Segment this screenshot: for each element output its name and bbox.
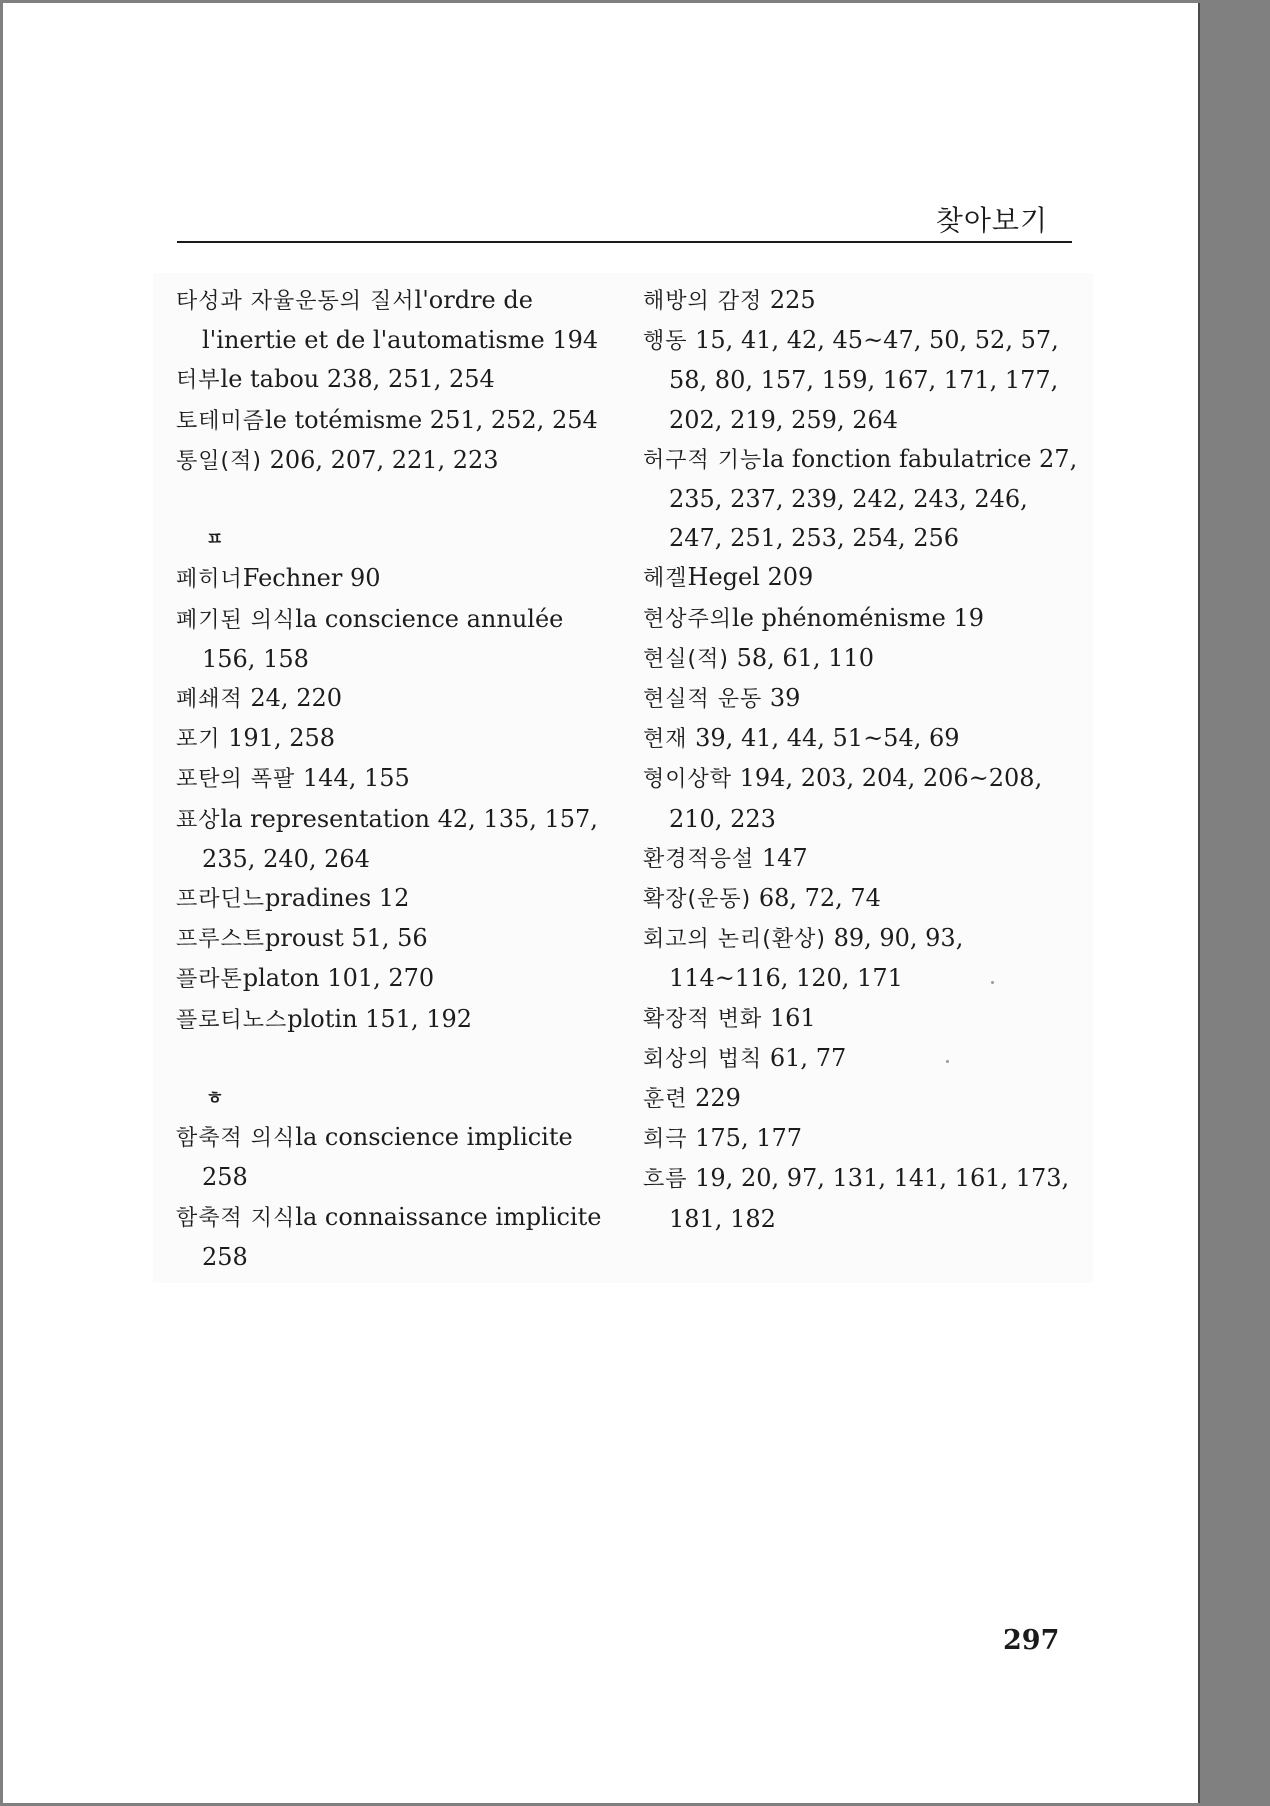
scan-speck [991,981,994,984]
index-entry: 프루스트proust 51, 56 [176,924,428,953]
index-entry: 해방의 감정 225 [643,286,816,314]
index-entry: 페히너Fechner 90 [176,564,381,593]
index-entry: 포탄의 폭팔 144, 155 [176,764,410,793]
index-entry: 통일(적) 206, 207, 221, 223 [176,445,499,474]
index-entry: 현실(적) 58, 61, 110 [643,643,874,672]
index-entry: 타성과 자율운동의 질서l'ordre de l'inertie et de l'automatisme 194 [176,286,599,355]
section-letter-h: ㅎ [206,1088,224,1110]
index-entry: 허구적 기능la fonction fabulatrice 27, 235, 237, 239, 242, 243, 246, 247, 251, 253, 254, 256 [643,444,1078,553]
index-column-right [643,281,1083,1239]
index-entry: 현재 39, 41, 44, 51~54, 69 [643,724,960,753]
index-entry: 흐름 19, 20, 97, 131, 141, 161, 173, 181, 182 [643,1164,1070,1233]
scan-speck [946,1060,949,1063]
index-entry: 현실적 운동 39 [643,684,801,713]
index-entry: 환경적응설 147 [643,843,808,872]
index-entry: 형이상학 194, 203, 204, 206~208, 210, 223 [643,764,1043,833]
index-entry: 플로티노스plotin 151, 192 [176,1004,473,1033]
running-title: 찾아보기 [935,204,1048,237]
index-entry: 프라딘느pradines 12 [176,884,410,913]
index-entry: 현상주의le phénoménisme 19 [643,603,984,632]
header-rule [177,241,1072,243]
index-entry: 희극 175, 177 [643,1124,803,1153]
index-entry: 행동 15, 41, 42, 45~47, 50, 52, 57, 58, 80, 157, 159, 167, 171, 177, 202, 219, 259, 264 [643,326,1059,434]
index-entry: 폐기된 의식la conscience annulée 156, 158 [176,604,564,673]
index-entry: 헤겔Hegel 209 [643,563,814,592]
index-entry: 훈련 229 [643,1084,741,1113]
index-entry: 확장(운동) 68, 72, 74 [643,884,881,913]
book-page [3,3,1200,1803]
index-entry: 함축적 지식la connaissance implicite 258 [176,1202,602,1271]
section-letter-p: ㅍ [206,529,224,551]
index-column-left [176,281,616,1277]
page-number: 297 [1003,1625,1060,1656]
index-entry: 확장적 변화 161 [643,1003,816,1032]
index-entry: 토테미즘le totémisme 251, 252, 254 [176,405,598,434]
index-entry: 회상의 법칙 61, 77 [643,1043,847,1072]
index-entry: 회고의 논리(환상) 89, 90, 93, 114~116, 120, 171 [643,924,964,993]
index-entry: 터부le tabou 238, 251, 254 [176,365,495,394]
index-entry: 폐쇄적 24, 220 [176,684,342,713]
index-entry: 포기 191, 258 [176,724,336,753]
index-entry: 함축적 의식la conscience implicite 258 [176,1123,573,1192]
index-entry: 플라톤platon 101, 270 [176,964,435,993]
index-entry: 표상la representation 42, 135, 157, 235, 240, 264 [176,804,598,873]
